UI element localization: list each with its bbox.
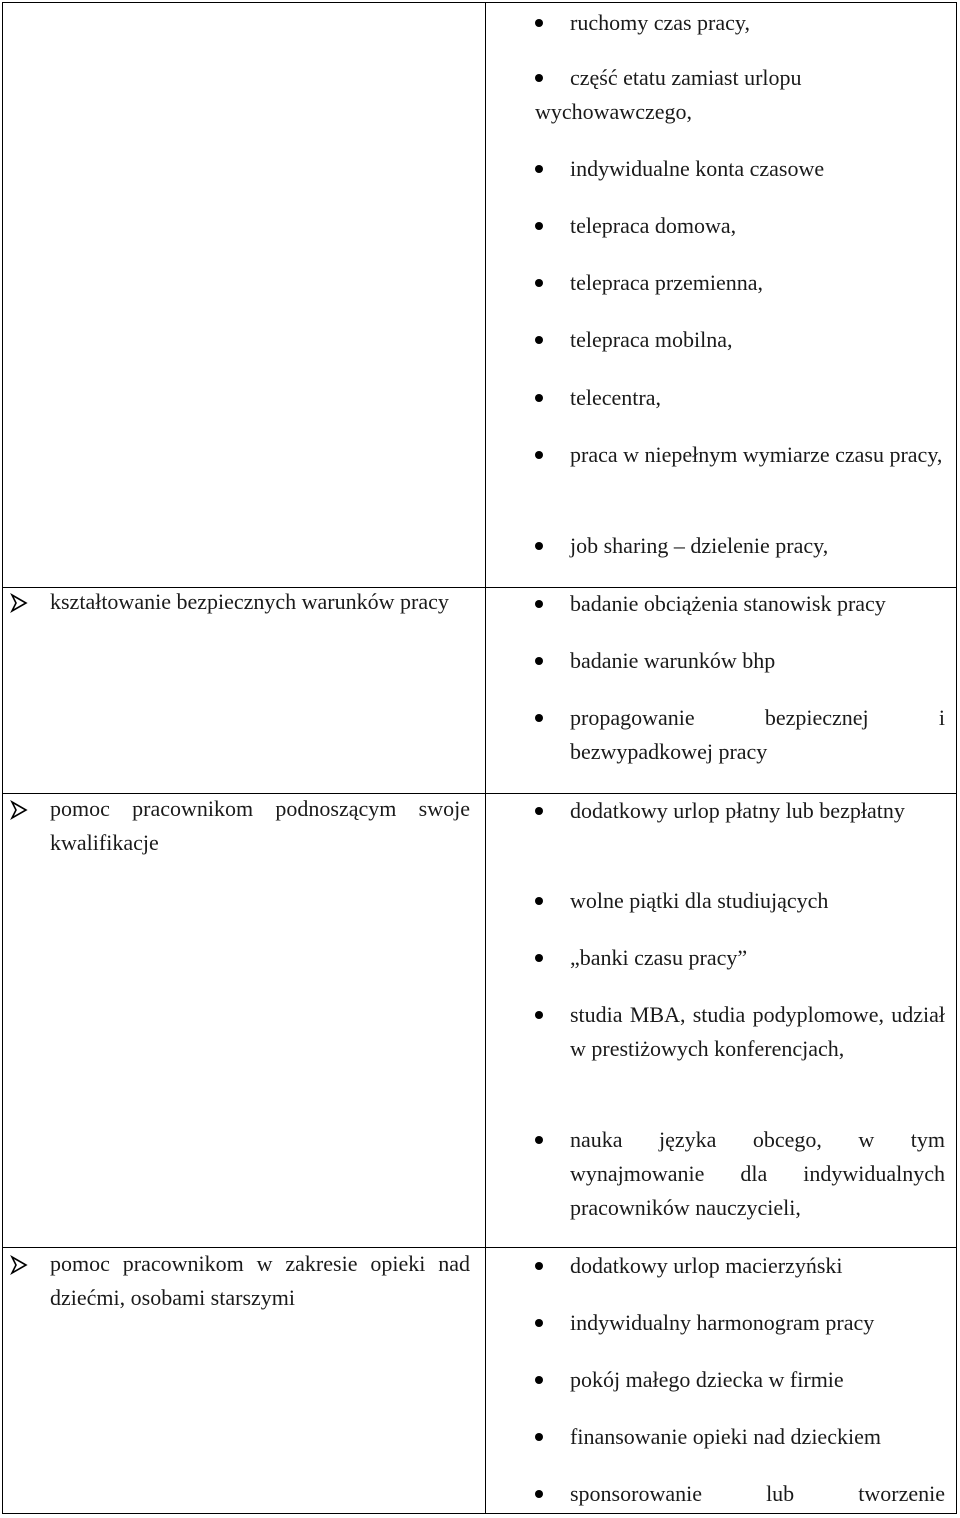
category-cell bbox=[50, 792, 470, 860]
category-cell bbox=[50, 1247, 470, 1315]
list-item: „banki czasu pracy” bbox=[535, 941, 945, 975]
bullet-icon bbox=[535, 165, 543, 173]
bullet-icon bbox=[535, 954, 543, 962]
bullet-icon bbox=[535, 657, 543, 665]
list-item: finansowanie opieki nad dzieckiem bbox=[535, 1420, 945, 1454]
bullet-icon bbox=[535, 19, 543, 27]
list-item: job sharing – dzielenie pracy, bbox=[535, 529, 945, 563]
list-item: dodatkowy urlop płatny lub bezpłatny bbox=[535, 794, 945, 828]
bullet-icon bbox=[535, 1136, 543, 1144]
list-item: telepraca domowa, bbox=[535, 209, 945, 243]
list-item: telecentra, bbox=[535, 381, 945, 415]
bullet-icon bbox=[535, 542, 543, 550]
list-item: sponsorowanie lub tworzenie bbox=[535, 1477, 945, 1511]
bullet-icon bbox=[535, 714, 543, 722]
bullet-icon bbox=[535, 394, 543, 402]
list-item: część etatu zamiast urlopu wychowawczego, bbox=[535, 65, 802, 124]
bullet-icon bbox=[535, 1262, 543, 1270]
list-item: telepraca przemienna, bbox=[535, 266, 945, 300]
list-item: telepraca mobilna, bbox=[535, 323, 945, 357]
bullet-icon bbox=[535, 1376, 543, 1384]
list-item: badanie warunków bhp bbox=[535, 644, 945, 678]
bullet-icon bbox=[535, 897, 543, 905]
bullet-icon bbox=[535, 74, 543, 82]
bullet-icon bbox=[535, 1319, 543, 1327]
list-item: ruchomy czas pracy, bbox=[535, 6, 945, 40]
category-label: pomoc pracownikom w zakresie opieki nad dziećmi, osobami starszymi bbox=[50, 1251, 470, 1310]
bullet-icon bbox=[535, 222, 543, 230]
category-label: pomoc pracownikom podnoszącym swoje kwalifikacje bbox=[50, 796, 470, 855]
bullet-icon bbox=[535, 600, 543, 608]
category-cell bbox=[50, 585, 470, 619]
list-item: nauka języka obcego, w tym wynajmowanie dla indywidualnych pracowników nauczycieli, bbox=[535, 1123, 945, 1225]
arrow-bullet-icon bbox=[10, 796, 28, 830]
list-item: studia MBA, studia podyplomowe, udział w prestiżowych konferencjach, bbox=[535, 998, 945, 1066]
list-item: badanie obciążenia stanowisk pracy bbox=[535, 587, 945, 621]
bullet-icon bbox=[535, 451, 543, 459]
list-item: wolne piątki dla studiujących bbox=[535, 884, 945, 918]
list-item: propagowanie bezpiecznej i bezwypadkowej pracy bbox=[535, 701, 945, 769]
category-label: kształtowanie bezpiecznych warunków pracy bbox=[50, 589, 449, 614]
bullet-icon bbox=[535, 279, 543, 287]
bullet-icon bbox=[535, 336, 543, 344]
column-divider bbox=[485, 3, 486, 1513]
list-item: praca w niepełnym wymiarze czasu pracy, bbox=[535, 438, 945, 472]
list-item: dodatkowy urlop macierzyński bbox=[535, 1249, 945, 1283]
bullet-icon bbox=[535, 1433, 543, 1441]
list-item: indywidualne konta czasowe bbox=[535, 152, 945, 186]
bullet-icon bbox=[535, 807, 543, 815]
list-item: indywidualny harmonogram pracy bbox=[535, 1306, 945, 1340]
arrow-bullet-icon bbox=[10, 589, 28, 623]
list-item: pokój małego dziecka w firmie bbox=[535, 1363, 945, 1397]
arrow-bullet-icon bbox=[10, 1251, 28, 1285]
bullet-icon bbox=[535, 1011, 543, 1019]
bullet-icon bbox=[535, 1490, 543, 1498]
